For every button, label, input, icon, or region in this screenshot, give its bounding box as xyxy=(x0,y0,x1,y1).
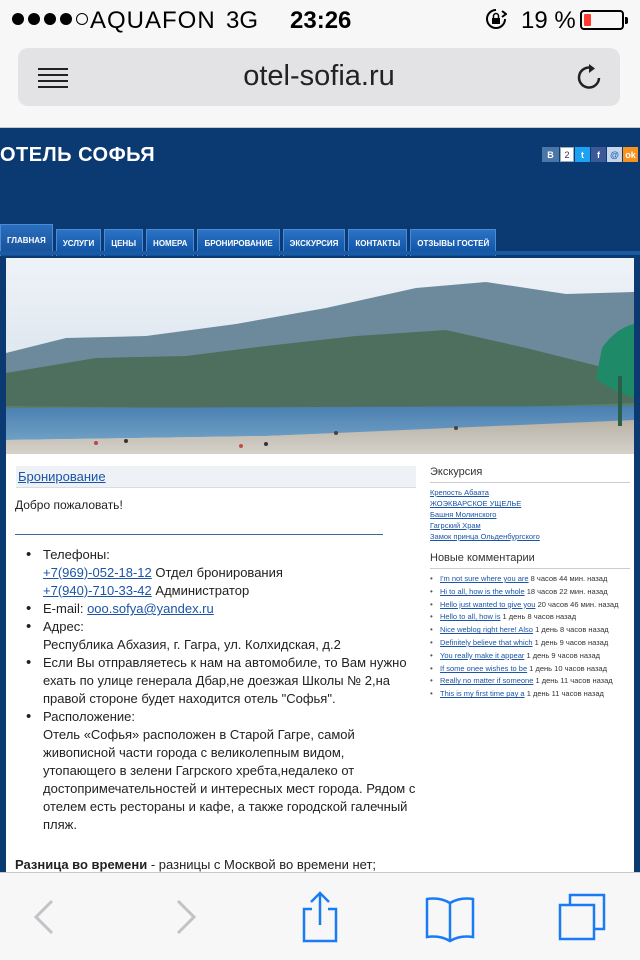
comment-item xyxy=(430,663,630,676)
comment-link[interactable]: Nice weblog right here! Also xyxy=(440,625,533,635)
email-link[interactable]: ooo.sofya@yandex.ru xyxy=(87,601,214,616)
phone-link[interactable]: +7(940)-710-33-42 xyxy=(43,583,152,598)
comment-link[interactable]: Hello to all, how is xyxy=(440,612,501,622)
location-text: Отель «Софья» расположен в Старой Гагре, самой живописной части города с великолепным видом, утопающего в зелени Гагрского хребта,недалеко от достопримечательностей и интересных мест города. Рядом с отелем есть рестораны и кафе, а также городской галечный пляж. xyxy=(43,727,416,832)
phone-desc: Администратор xyxy=(155,583,250,598)
comment-item xyxy=(430,637,630,650)
comment-item xyxy=(430,650,630,663)
nav-tab-prices[interactable]: ЦЕНЫ xyxy=(104,229,143,256)
rotation-lock-icon xyxy=(485,8,507,30)
comment-link[interactable]: I'm not sure where you are xyxy=(440,574,529,583)
comment-item xyxy=(430,675,630,688)
nav-tab-booking[interactable]: БРОНИРОВАНИЕ xyxy=(197,229,279,256)
comment-link[interactable]: This is my first time pay a xyxy=(440,689,525,699)
excursion-link[interactable]: Крепость Абаата xyxy=(430,488,489,497)
odnoklassniki-share-icon[interactable]: ok xyxy=(623,147,638,162)
nav-tab-home[interactable]: ГЛАВНАЯ xyxy=(0,224,53,256)
reload-icon[interactable] xyxy=(574,62,604,92)
time-difference xyxy=(15,856,376,872)
status-bar xyxy=(0,0,640,40)
comment-link[interactable]: Hi to all, how is the whole xyxy=(440,586,525,596)
location-label: Расположение: xyxy=(43,709,135,724)
forward-icon[interactable] xyxy=(158,891,210,943)
content-panel xyxy=(6,258,634,872)
comment-time: 1 день 9 часов назад xyxy=(534,637,609,647)
comment-time: 20 часов 46 мин. назад xyxy=(537,599,619,609)
comment-time: 1 день 10 часов назад xyxy=(529,663,607,673)
battery-icon xyxy=(580,10,624,30)
comment-link[interactable]: If some onee wishes to be xyxy=(440,663,528,673)
comment-time: 1 день 9 часов назад xyxy=(526,650,601,660)
comment-link[interactable]: You really make it appear xyxy=(440,650,525,660)
browser-toolbar xyxy=(0,872,640,960)
welcome-text: Добро пожаловать! xyxy=(15,498,123,512)
comment-link[interactable]: Really no matter if someone xyxy=(440,676,534,686)
nav-underline xyxy=(0,251,640,255)
url-text[interactable]: otel-sofia.ru xyxy=(243,60,395,92)
nav-tab-contacts[interactable]: КОНТАКТЫ xyxy=(348,229,407,256)
site-title[interactable]: ОТЕЛЬ СОФЬЯ xyxy=(0,144,156,166)
back-icon[interactable] xyxy=(20,891,72,943)
list-item xyxy=(26,546,421,600)
booking-header xyxy=(16,466,416,488)
comment-item xyxy=(430,573,630,586)
excursion-link[interactable]: Замок принца Ольденбургского xyxy=(430,532,540,541)
time-diff-label: Разница во времени xyxy=(15,857,148,872)
comment-item xyxy=(430,586,630,599)
time-diff-text: - разницы с Москвой во времени нет; xyxy=(147,857,377,872)
excursion-link[interactable]: Гагрский Храм xyxy=(430,521,481,530)
comment-time: 1 день 11 часов назад xyxy=(535,676,613,686)
web-page xyxy=(0,128,640,872)
signal-strength-icon xyxy=(12,13,88,25)
divider xyxy=(15,534,383,535)
phone-desc: Отдел бронирования xyxy=(155,565,283,580)
phone-link[interactable]: +7(969)-052-18-12 xyxy=(43,565,152,580)
comment-time: 1 день 8 часов назад xyxy=(502,612,577,622)
address-label: Адрес: xyxy=(43,619,84,634)
tabs-icon[interactable] xyxy=(556,891,608,943)
list-item xyxy=(26,600,421,618)
excursions-title: Экскурсия xyxy=(430,466,630,483)
contact-info-list xyxy=(26,546,421,834)
booking-link[interactable]: Бронирование xyxy=(18,469,106,484)
battery-level xyxy=(584,14,591,26)
social-share-bar xyxy=(542,147,638,162)
comment-link[interactable]: Hello just wanted to give you xyxy=(440,599,536,609)
facebook-share-icon[interactable]: f xyxy=(591,147,606,162)
nav-tab-reviews[interactable]: ОТЗЫВЫ ГОСТЕЙ xyxy=(410,229,496,256)
carrier-name: AQUAFON xyxy=(90,7,216,34)
comment-time: 1 день 8 часов назад xyxy=(535,625,609,635)
excursions-list xyxy=(430,487,630,542)
car-directions: Если Вы отправляетесь к нам на автомобиле, то Вам нужно ехать по улице генерала Дбар,не доезжая Школы № 2,на правой стороне будет находится отель "Софья". xyxy=(43,655,407,706)
bookmarks-icon[interactable] xyxy=(424,891,476,943)
mail-share-icon[interactable]: @ xyxy=(607,147,622,162)
excursion-link[interactable]: Башня Молинского xyxy=(430,510,497,519)
battery-percent: 19 % xyxy=(521,7,576,34)
sidebar xyxy=(430,466,630,701)
list-item xyxy=(26,618,421,654)
list-item xyxy=(26,654,421,708)
phones-label: Телефоны: xyxy=(43,547,110,562)
nav-tab-rooms[interactable]: НОМЕРА xyxy=(146,229,194,256)
browser-address-area xyxy=(0,40,640,128)
comment-item xyxy=(430,688,630,701)
share-icon[interactable] xyxy=(294,891,346,943)
nav-tab-excursion[interactable]: ЭКСКУРСИЯ xyxy=(283,229,346,256)
list-item xyxy=(26,708,421,834)
comment-time: 18 часов 22 мин. назад xyxy=(526,586,608,596)
comments-list xyxy=(430,573,630,701)
comment-item xyxy=(430,599,630,612)
beach-banner-image xyxy=(6,258,634,454)
comment-item xyxy=(430,611,630,624)
comment-link[interactable]: Definitely believe that which xyxy=(440,637,533,647)
share-count: 2 xyxy=(560,147,574,162)
network-type: 3G xyxy=(226,7,259,34)
comment-item xyxy=(430,624,630,637)
comments-title: Новые комментарии xyxy=(430,552,630,569)
address-bar[interactable] xyxy=(18,48,620,106)
address-text: Республика Абхазия, г. Гагра, ул. Колхидская, д.2 xyxy=(43,637,341,652)
comment-time: 8 часов 44 мин. назад xyxy=(530,574,608,583)
comment-time: 1 день 11 часов назад xyxy=(526,689,604,699)
email-label: E-mail: xyxy=(43,601,84,616)
excursion-link[interactable]: ЖОЭКВАРСКОЕ УЩЕЛЬЕ xyxy=(430,499,522,508)
nav-tab-services[interactable]: УСЛУГИ xyxy=(56,229,101,256)
twitter-share-icon[interactable]: t xyxy=(575,147,590,162)
vk-share-icon[interactable]: В xyxy=(542,147,559,162)
clock: 23:26 xyxy=(290,7,352,34)
